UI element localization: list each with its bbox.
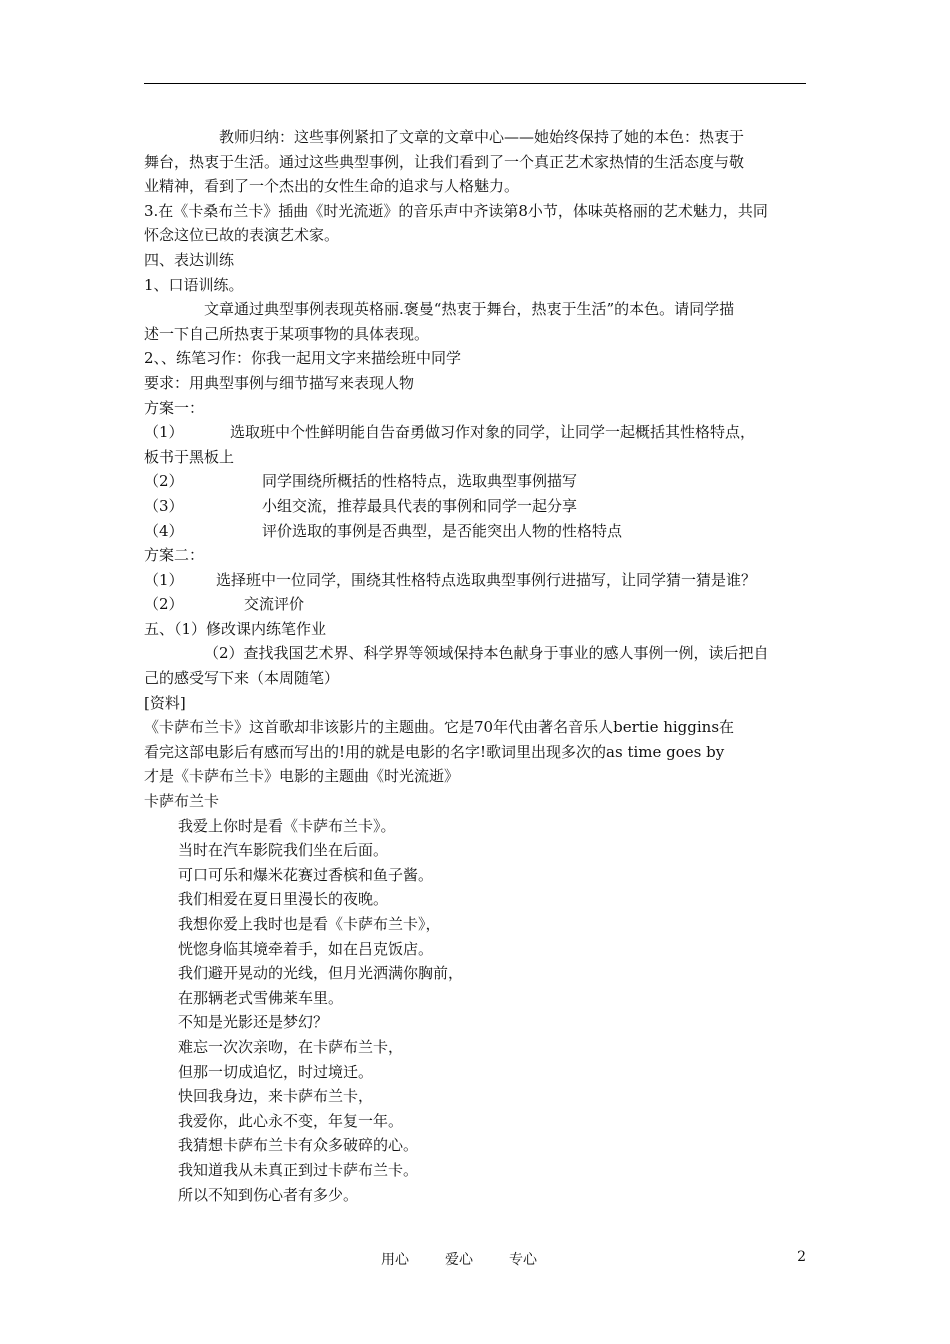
paragraph: 3.在《卡桑布兰卡》插曲《时光流逝》的音乐声中齐读第8小节，体味英格丽的艺术魅力，共同 xyxy=(144,201,768,220)
lyric-line: 在那辆老式雪佛莱车里。 xyxy=(178,988,344,1007)
paragraph: 怀念这位已故的表演艺术家。 xyxy=(144,226,340,245)
plan-item-number: （4） xyxy=(144,521,184,540)
lyric-line: 但那一切成追忆，时过境迁。 xyxy=(178,1062,374,1081)
footer-item: 专心 xyxy=(509,1252,537,1268)
subsection-heading: 2、、练笔习作：你我一起用文字来描绘班中同学 xyxy=(144,349,462,368)
lyric-line: 我爱你，此心永不变，年复一年。 xyxy=(178,1111,404,1130)
paragraph: 舞台，热衷于生活。通过这些典型事例，让我们看到了一个真正艺术家热情的生活态度与敬 xyxy=(144,152,745,171)
plan-item-number: （2） xyxy=(144,595,184,614)
paragraph: 业精神，看到了一个杰出的女性生命的追求与人格魅力。 xyxy=(144,177,520,196)
paragraph: 教师归纳：这些事例紧扣了文章的文章中心——她始终保持了她的本色：热衷于 xyxy=(219,128,745,146)
plan-item-number: （1） xyxy=(144,423,184,442)
plan-item-text: 交流评价 xyxy=(244,595,305,614)
footer-item: 用心 xyxy=(381,1252,409,1268)
lyric-line: 我爱上你时是看《卡萨布兰卡》。 xyxy=(178,816,396,835)
lyric-line: 不知是光影还是梦幻？ xyxy=(178,1013,329,1032)
paragraph: 看完这部电影后有感而写出的!用的就是电影的名字!歌词里出现多次的as time goes by xyxy=(144,742,725,761)
plan-item xyxy=(144,469,806,494)
lyrics-title: 卡萨布兰卡 xyxy=(144,792,220,811)
section-heading: [资料] xyxy=(144,693,186,712)
paragraph: （2）查找我国艺术界、科学界等领域保持本色献身于事业的感人事例一例，读后把自 xyxy=(204,644,769,663)
paragraph: 才是《卡萨布兰卡》电影的主题曲《时光流逝》 xyxy=(144,767,460,786)
plan-heading: 方案二： xyxy=(144,546,205,565)
page-number: 2 xyxy=(797,1249,806,1265)
plan-item-text: 选择班中一位同学，围绕其性格特点选取典型事例行进描写，让同学猜一猜是谁？ xyxy=(216,570,757,589)
paragraph: 己的感受写下来（本周随笔） xyxy=(144,669,340,688)
section-heading: 五、（1）修改课内练笔作业 xyxy=(144,619,327,638)
plan-item-text: 小组交流，推荐最具代表的事例和同学一起分享 xyxy=(262,496,578,515)
plan-heading: 方案一： xyxy=(144,398,205,417)
lyric-line: 我知道我从未真正到过卡萨布兰卡。 xyxy=(178,1160,419,1179)
lyric-line: 所以不知到伤心者有多少。 xyxy=(178,1185,359,1204)
header-rule xyxy=(144,83,806,84)
paragraph: 述一下自己所热衷于某项事物的具体表现。 xyxy=(144,324,430,343)
section-heading: 四、表达训练 xyxy=(144,250,235,269)
paragraph: 板书于黑板上 xyxy=(144,447,235,466)
plan-item-number: （1） xyxy=(144,570,184,589)
plan-item-number: （2） xyxy=(144,472,184,491)
lyric-line: 当时在汽车影院我们坐在后面。 xyxy=(178,841,389,860)
paragraph: 要求：用典型事例与细节描写来表现人物 xyxy=(144,373,415,392)
page-footer xyxy=(144,1249,806,1269)
plan-item-text: 评价选取的事例是否典型，是否能突出人物的性格特点 xyxy=(262,521,623,540)
lyric-line: 难忘一次次亲吻，在卡萨布兰卡， xyxy=(178,1037,404,1056)
plan-item xyxy=(144,568,806,593)
footer-motto xyxy=(381,1249,573,1269)
paragraph: 《卡萨布兰卡》这首歌却非该影片的主题曲。它是70年代由著名音乐人bertie higgins在 xyxy=(144,718,735,737)
plan-item xyxy=(144,420,806,445)
lyric-line: 快回我身边，来卡萨布兰卡， xyxy=(178,1087,374,1106)
lyric-line: 我猜想卡萨布兰卡有众多破碎的心。 xyxy=(178,1136,419,1155)
lyric-line: 可口可乐和爆米花赛过香槟和鱼子酱。 xyxy=(178,865,434,884)
lyric-line: 我们避开晃动的光线，但月光洒满你胸前， xyxy=(178,964,464,983)
lyric-line: 我们相爱在夏日里漫长的夜晚。 xyxy=(178,890,389,909)
plan-item xyxy=(144,592,806,617)
footer-item: 爱心 xyxy=(445,1252,473,1268)
plan-item-text: 同学围绕所概括的性格特点，选取典型事例描写 xyxy=(262,472,578,491)
document-body xyxy=(144,125,806,1207)
paragraph: 文章通过典型事例表现英格丽.褒曼“热衷于舞台，热衷于生活”的本色。请同学描 xyxy=(204,300,735,319)
subsection-heading: 1、口语训练。 xyxy=(144,275,244,294)
plan-item xyxy=(144,494,806,519)
plan-item-number: （3） xyxy=(144,496,184,515)
plan-item xyxy=(144,519,806,544)
lyric-line: 我想你爱上我时也是看《卡萨布兰卡》， xyxy=(178,915,441,933)
plan-item-text: 选取班中个性鲜明能自告奋勇做习作对象的同学，让同学一起概括其性格特点， xyxy=(230,423,756,442)
lyric-line: 恍惚身临其境牵着手，如在吕克饭店。 xyxy=(178,939,434,958)
